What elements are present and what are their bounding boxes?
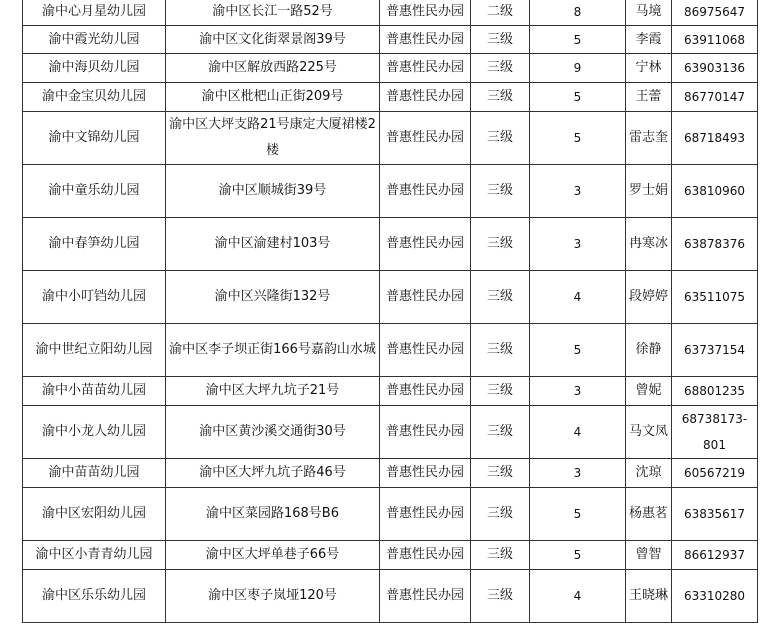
class-count-cell: 3 — [530, 218, 626, 271]
phone-cell: 86770147 — [672, 83, 758, 112]
type-cell: 普惠性民办园 — [380, 324, 471, 377]
address-cell: 渝中区大坪九坑子路46号 — [166, 459, 380, 488]
phone-cell: 63511075 — [672, 271, 758, 324]
level-cell: 三级 — [471, 541, 530, 570]
level-cell: 三级 — [471, 377, 530, 406]
phone-cell: 63310280 — [672, 570, 758, 623]
phone-cell: 63903136 — [672, 54, 758, 83]
contact-person-cell: 冉寒冰 — [626, 218, 672, 271]
address-cell: 渝中区解放西路225号 — [166, 54, 380, 83]
phone-cell: 68801235 — [672, 377, 758, 406]
phone-cell: 86975647 — [672, 0, 758, 26]
class-count-cell: 9 — [530, 54, 626, 83]
contact-person-cell: 王蕾 — [626, 83, 672, 112]
class-count-cell: 3 — [530, 377, 626, 406]
phone-cell: 63878376 — [672, 218, 758, 271]
kindergarten-name-cell: 渝中世纪立阳幼儿园 — [23, 324, 166, 377]
level-cell: 三级 — [471, 324, 530, 377]
kindergarten-name-cell: 渝中霞光幼儿园 — [23, 26, 166, 54]
type-cell: 普惠性民办园 — [380, 570, 471, 623]
table-row — [23, 54, 758, 83]
kindergarten-name-cell: 渝中金宝贝幼儿园 — [23, 83, 166, 112]
contact-person-cell: 杨惠茗 — [626, 488, 672, 541]
table-body — [23, 0, 758, 623]
address-cell: 渝中区大坪九坑子21号 — [166, 377, 380, 406]
address-cell: 渝中区大坪支路21号康定大厦裙楼2楼 — [166, 112, 380, 165]
address-cell: 渝中区李子坝正街166号嘉韵山水城 — [166, 324, 380, 377]
class-count-cell: 5 — [530, 541, 626, 570]
kindergarten-name-cell: 渝中区宏阳幼儿园 — [23, 488, 166, 541]
kindergarten-name-cell: 渝中春笋幼儿园 — [23, 218, 166, 271]
type-cell: 普惠性民办园 — [380, 165, 471, 218]
table-row — [23, 0, 758, 26]
address-cell: 渝中区大坪单巷子66号 — [166, 541, 380, 570]
contact-person-cell: 曾智 — [626, 541, 672, 570]
address-cell: 渝中区黄沙溪交通街30号 — [166, 406, 380, 459]
class-count-cell: 3 — [530, 459, 626, 488]
type-cell: 普惠性民办园 — [380, 0, 471, 26]
address-cell: 渝中区枇杷山正街209号 — [166, 83, 380, 112]
contact-person-cell: 沈琼 — [626, 459, 672, 488]
phone-cell: 63911068 — [672, 26, 758, 54]
kindergarten-name-cell: 渝中苗苗幼儿园 — [23, 459, 166, 488]
contact-person-cell: 宁林 — [626, 54, 672, 83]
type-cell: 普惠性民办园 — [380, 112, 471, 165]
level-cell: 三级 — [471, 165, 530, 218]
kindergarten-name-cell: 渝中海贝幼儿园 — [23, 54, 166, 83]
class-count-cell: 5 — [530, 488, 626, 541]
kindergarten-name-cell: 渝中文锦幼儿园 — [23, 112, 166, 165]
address-cell: 渝中区枣子岚垭120号 — [166, 570, 380, 623]
contact-person-cell: 雷志奎 — [626, 112, 672, 165]
kindergarten-table — [22, 0, 758, 623]
kindergarten-name-cell: 渝中小苗苗幼儿园 — [23, 377, 166, 406]
level-cell: 三级 — [471, 54, 530, 83]
contact-person-cell: 李霞 — [626, 26, 672, 54]
table-row — [23, 377, 758, 406]
type-cell: 普惠性民办园 — [380, 218, 471, 271]
phone-cell: 63835617 — [672, 488, 758, 541]
address-cell: 渝中区兴隆街132号 — [166, 271, 380, 324]
contact-person-cell: 段婷婷 — [626, 271, 672, 324]
phone-cell: 60567219 — [672, 459, 758, 488]
type-cell: 普惠性民办园 — [380, 541, 471, 570]
level-cell: 三级 — [471, 112, 530, 165]
kindergarten-name-cell: 渝中区小青青幼儿园 — [23, 541, 166, 570]
level-cell: 三级 — [471, 26, 530, 54]
type-cell: 普惠性民办园 — [380, 83, 471, 112]
type-cell: 普惠性民办园 — [380, 459, 471, 488]
address-cell: 渝中区文化街翠景阁39号 — [166, 26, 380, 54]
contact-person-cell: 马文凤 — [626, 406, 672, 459]
table-row — [23, 218, 758, 271]
kindergarten-name-cell: 渝中心月星幼儿园 — [23, 0, 166, 26]
address-cell: 渝中区顺城街39号 — [166, 165, 380, 218]
table-row — [23, 459, 758, 488]
class-count-cell: 4 — [530, 406, 626, 459]
class-count-cell: 3 — [530, 165, 626, 218]
address-cell: 渝中区渝建村103号 — [166, 218, 380, 271]
class-count-cell: 5 — [530, 324, 626, 377]
level-cell: 三级 — [471, 83, 530, 112]
class-count-cell: 8 — [530, 0, 626, 26]
kindergarten-name-cell: 渝中小叮铛幼儿园 — [23, 271, 166, 324]
level-cell: 三级 — [471, 406, 530, 459]
level-cell: 三级 — [471, 570, 530, 623]
table-row — [23, 570, 758, 623]
level-cell: 三级 — [471, 488, 530, 541]
class-count-cell: 5 — [530, 83, 626, 112]
phone-cell: 63737154 — [672, 324, 758, 377]
table-row — [23, 488, 758, 541]
table-row — [23, 541, 758, 570]
class-count-cell: 5 — [530, 112, 626, 165]
type-cell: 普惠性民办园 — [380, 406, 471, 459]
table-row — [23, 165, 758, 218]
level-cell: 三级 — [471, 459, 530, 488]
level-cell: 三级 — [471, 218, 530, 271]
class-count-cell: 4 — [530, 271, 626, 324]
table-row — [23, 83, 758, 112]
table-row — [23, 406, 758, 459]
table-row — [23, 112, 758, 165]
contact-person-cell: 曾妮 — [626, 377, 672, 406]
contact-person-cell: 徐静 — [626, 324, 672, 377]
table-row — [23, 26, 758, 54]
phone-cell: 68718493 — [672, 112, 758, 165]
kindergarten-name-cell: 渝中区乐乐幼儿园 — [23, 570, 166, 623]
kindergarten-table-wrapper — [22, 0, 757, 623]
contact-person-cell: 王晓琳 — [626, 570, 672, 623]
table-row — [23, 271, 758, 324]
type-cell: 普惠性民办园 — [380, 26, 471, 54]
type-cell: 普惠性民办园 — [380, 488, 471, 541]
type-cell: 普惠性民办园 — [380, 377, 471, 406]
kindergarten-name-cell: 渝中童乐幼儿园 — [23, 165, 166, 218]
phone-cell: 63810960 — [672, 165, 758, 218]
address-cell: 渝中区长江一路52号 — [166, 0, 380, 26]
phone-cell: 68738173-801 — [672, 406, 758, 459]
contact-person-cell: 罗士娟 — [626, 165, 672, 218]
level-cell: 二级 — [471, 0, 530, 26]
kindergarten-name-cell: 渝中小龙人幼儿园 — [23, 406, 166, 459]
class-count-cell: 4 — [530, 570, 626, 623]
phone-cell: 86612937 — [672, 541, 758, 570]
address-cell: 渝中区菜园路168号B6 — [166, 488, 380, 541]
type-cell: 普惠性民办园 — [380, 271, 471, 324]
table-row — [23, 324, 758, 377]
level-cell: 三级 — [471, 271, 530, 324]
contact-person-cell: 马境 — [626, 0, 672, 26]
type-cell: 普惠性民办园 — [380, 54, 471, 83]
class-count-cell: 5 — [530, 26, 626, 54]
